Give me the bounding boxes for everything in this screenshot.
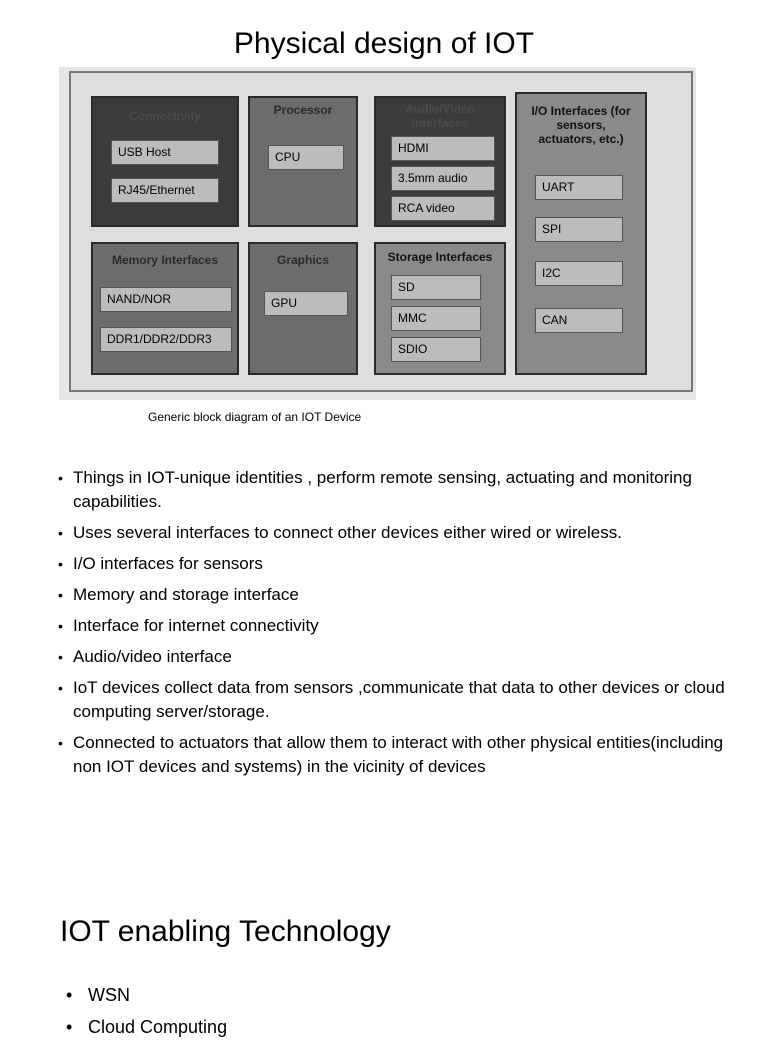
- bullet-text: Connected to actuators that allow them to interact with other physical entities(including non IOT devices and systems) in the vicinity of devices: [73, 733, 724, 776]
- bullet-text: I/O interfaces for sensors: [73, 554, 263, 573]
- block-item: I2C: [535, 261, 623, 286]
- technology-text: WSN: [88, 985, 130, 1005]
- bullet-dot-icon: •: [58, 735, 63, 751]
- block-item: SDIO: [391, 337, 481, 362]
- bullet-dot-icon: •: [58, 649, 63, 665]
- block-processor: [248, 96, 358, 227]
- bullet-item: [58, 521, 748, 545]
- bullet-item: [58, 645, 748, 669]
- block-item: CAN: [535, 308, 623, 333]
- bullet-text: Things in IOT-unique identities , perform remote sensing, actuating and monitoring capabilities.: [73, 468, 692, 511]
- bullet-text: IoT devices collect data from sensors ,communicate that data to other devices or cloud computing server/storage.: [73, 678, 725, 721]
- block-connectivity: [91, 96, 239, 227]
- block-storage-interfaces: [374, 242, 506, 375]
- block-item: MMC: [391, 306, 481, 331]
- bullet-item: [58, 731, 748, 779]
- block-graphics: [248, 242, 358, 375]
- technology-item: [66, 1014, 227, 1040]
- block-item: RCA video: [391, 196, 495, 221]
- block-title: Connectivity: [128, 109, 201, 123]
- bullet-dot-icon: •: [58, 556, 63, 572]
- block-item: NAND/NOR: [100, 287, 232, 312]
- block-item: DDR1/DDR2/DDR3: [100, 327, 232, 352]
- bullet-item: [58, 676, 748, 724]
- bullet-item: [58, 552, 748, 576]
- block-title: I/O Interfaces (for sensors, actuators, etc.): [531, 104, 631, 146]
- block-item: GPU: [264, 291, 348, 316]
- block-item: SD: [391, 275, 481, 300]
- bullet-dot-icon: •: [58, 680, 63, 696]
- technology-item: [66, 982, 227, 1008]
- bullet-text: Audio/video interface: [73, 647, 232, 666]
- section-heading: IOT enabling Technology: [60, 915, 391, 948]
- bullet-item: [58, 583, 748, 607]
- bullet-dot-icon: •: [66, 1017, 73, 1037]
- technology-list: [66, 982, 227, 1046]
- block-title: Audio/Video Interfaces: [405, 102, 475, 130]
- block-item: RJ45/Ethernet: [111, 178, 219, 203]
- block-title: Graphics: [276, 253, 330, 267]
- bullet-dot-icon: •: [58, 587, 63, 603]
- bullet-text: Interface for internet connectivity: [73, 616, 319, 635]
- bullet-dot-icon: •: [66, 985, 73, 1005]
- block-item: 3.5mm audio: [391, 166, 495, 191]
- bullet-text: Memory and storage interface: [73, 585, 299, 604]
- block-item: CPU: [268, 145, 344, 170]
- block-memory-interfaces: [91, 242, 239, 375]
- block-diagram-frame: [69, 71, 693, 392]
- bullet-dot-icon: •: [58, 525, 63, 541]
- bullet-list: [58, 466, 748, 786]
- bullet-text: Uses several interfaces to connect other devices either wired or wireless.: [73, 523, 622, 542]
- block-item: UART: [535, 175, 623, 200]
- figure-caption: Generic block diagram of an IOT Device: [148, 410, 362, 424]
- block-item: SPI: [535, 217, 623, 242]
- technology-text: Cloud Computing: [88, 1017, 228, 1037]
- block-item: USB Host: [111, 140, 219, 165]
- block-io-interfaces: [515, 92, 647, 375]
- bullet-item: [58, 614, 748, 638]
- block-audio-video: [374, 96, 506, 227]
- bullet-dot-icon: •: [58, 470, 63, 486]
- bullet-dot-icon: •: [58, 618, 63, 634]
- slide-title: Physical design of IOT: [233, 27, 535, 60]
- block-title: Memory Interfaces: [111, 253, 219, 267]
- bullet-item: [58, 466, 748, 514]
- block-title: Processor: [273, 103, 333, 117]
- block-item: HDMI: [391, 136, 495, 161]
- block-title: Storage Interfaces: [387, 250, 493, 264]
- block-diagram-figure: [59, 67, 696, 400]
